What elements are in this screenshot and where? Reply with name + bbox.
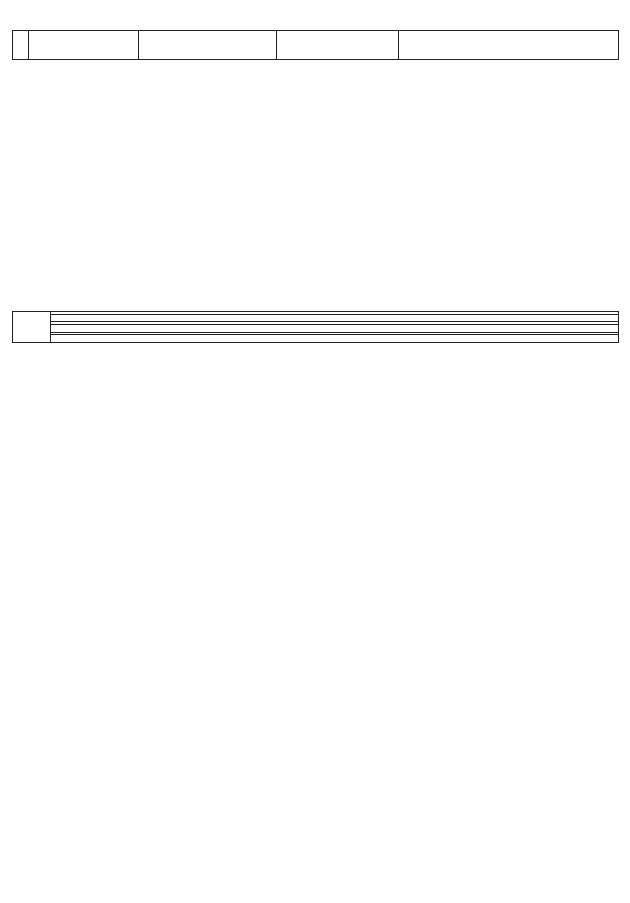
side-label-cell <box>13 31 29 60</box>
attachments-side-label <box>13 312 51 343</box>
section-items-group-living <box>51 335 619 343</box>
section-items-day-service <box>51 324 619 332</box>
header-row <box>13 31 619 60</box>
col-office-number <box>399 31 619 60</box>
existing-designations-table <box>12 30 619 60</box>
col-law-name <box>29 31 139 60</box>
section-items-home-care <box>51 314 619 322</box>
col-business-name <box>139 31 277 60</box>
col-designation-date <box>277 31 399 60</box>
attachments-table <box>12 311 619 343</box>
